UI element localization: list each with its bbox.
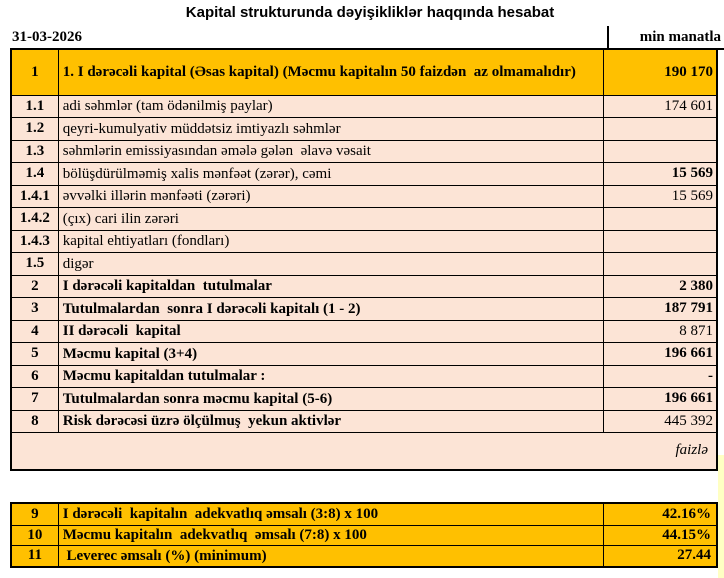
row-number: 10 xyxy=(27,526,43,543)
table-row-1-2 xyxy=(12,117,716,140)
row-label: 1. I dərəcəli kapital (Əsas kapital) (Məcmu kapitalın 50 faizdən az olmamalıdır) xyxy=(58,50,603,95)
table-row-1 xyxy=(12,50,716,95)
row-number: 1.1 xyxy=(25,97,45,114)
percent-note-row xyxy=(12,432,716,469)
row-value: 42.16% xyxy=(603,504,716,525)
table-row-5 xyxy=(12,342,716,365)
row-number: 3 xyxy=(31,300,39,317)
table-row-9 xyxy=(12,504,716,525)
row-label: bölüşdürülməmiş xalis mənfəət (zərər), cəmi xyxy=(58,163,603,185)
row-label: Məcmu kapitaldan tutulmalar : xyxy=(58,366,603,388)
row-value: 8 871 xyxy=(603,321,716,343)
table-row-4 xyxy=(12,320,716,343)
unit-header: min manatla xyxy=(607,26,724,48)
table-header-row xyxy=(10,26,724,50)
table-row-2 xyxy=(12,275,716,298)
row-value: 196 661 xyxy=(603,388,716,410)
table-row-6 xyxy=(12,365,716,388)
row-label: kapital ehtiyatları (fondları) xyxy=(58,231,603,253)
adequacy-ratio-table xyxy=(10,502,718,568)
row-value: 174 601 xyxy=(603,96,716,118)
row-label: adi səhmlər (tam ödənilmiş paylar) xyxy=(58,96,603,118)
row-value: - xyxy=(603,366,716,388)
row-number: 1.3 xyxy=(25,142,45,159)
table-row-1-4-1 xyxy=(12,185,716,208)
row-label: I dərəcəli kapitaldan tutulmalar xyxy=(58,276,603,298)
yellow-strip xyxy=(718,455,724,578)
row-label: Məcmu kapital (3+4) xyxy=(58,343,603,365)
row-value xyxy=(603,208,716,230)
row-value xyxy=(603,141,716,163)
row-label: I dərəcəli kapitalın adekvatlıq əmsalı (3:8) x 100 xyxy=(58,504,603,525)
row-value xyxy=(603,231,716,253)
row-number: 1 xyxy=(31,63,39,80)
table-row-11 xyxy=(12,545,716,566)
row-label: əvvəlki illərin mənfəəti (zərəri) xyxy=(58,186,603,208)
row-number: 1.2 xyxy=(25,120,45,137)
row-label: səhmlərin emissiyasından əmələ gələn əlavə vəsait xyxy=(58,141,603,163)
table-row-1-5 xyxy=(12,252,716,275)
row-value: 2 380 xyxy=(603,276,716,298)
row-value: 15 569 xyxy=(603,163,716,185)
row-value: 187 791 xyxy=(603,298,716,320)
row-label: qeyri-kumulyativ müddətsiz imtiyazlı səhmlər xyxy=(58,118,603,140)
row-number: 11 xyxy=(27,547,42,564)
row-label: digər xyxy=(58,253,603,275)
row-number: 7 xyxy=(31,390,39,407)
row-label: II dərəcəli kapital xyxy=(58,321,603,343)
table-row-1-4-2 xyxy=(12,207,716,230)
table-row-1-4 xyxy=(12,162,716,185)
row-number: 5 xyxy=(31,345,39,362)
row-number: 1.4 xyxy=(25,165,45,182)
table-row-7 xyxy=(12,387,716,410)
row-label: Leverec əmsalı (%) (minimum) xyxy=(58,546,603,566)
table-row-1-3 xyxy=(12,140,716,163)
row-value xyxy=(603,118,716,140)
row-number: 1.4.3 xyxy=(19,232,50,249)
row-number: 9 xyxy=(31,505,39,522)
percent-unit-note: faizlə xyxy=(675,442,708,459)
row-number: 4 xyxy=(31,322,39,339)
row-value: 196 661 xyxy=(603,343,716,365)
row-number: 8 xyxy=(31,412,39,429)
report-title: Kapital strukturunda dəyişikliklər haqqında hesabat xyxy=(185,4,555,21)
row-label: Tutulmalardan sonra I dərəcəli kapitalı (1 - 2) xyxy=(58,298,603,320)
row-value: 190 170 xyxy=(603,50,716,95)
report-date: 31-03-2026 xyxy=(12,28,82,45)
table-row-8 xyxy=(12,410,716,433)
row-value: 15 569 xyxy=(603,186,716,208)
row-label: Risk dərəcəsi üzrə ölçülmuş yekun aktivlər xyxy=(58,411,603,433)
row-value: 445 392 xyxy=(603,411,716,433)
row-number: 1.5 xyxy=(25,255,45,272)
table-row-10 xyxy=(12,525,716,546)
row-value: 44.15% xyxy=(603,526,716,546)
row-label: Məcmu kapitalın adekvatlıq əmsalı (7:8) x 100 xyxy=(58,526,603,546)
row-value: 27.44 xyxy=(603,546,716,566)
table-row-1-1 xyxy=(12,95,716,118)
row-label: Tutulmalardan sonra məcmu kapital (5-6) xyxy=(58,388,603,410)
row-number: 2 xyxy=(31,277,39,294)
row-number: 1.4.1 xyxy=(19,187,50,204)
row-label: (çıx) cari ilin zərəri xyxy=(58,208,603,230)
capital-structure-table xyxy=(10,50,718,471)
row-number: 6 xyxy=(31,367,39,384)
table-row-1-4-3 xyxy=(12,230,716,253)
table-row-3 xyxy=(12,297,716,320)
row-number: 1.4.2 xyxy=(19,210,50,227)
row-value xyxy=(603,253,716,275)
